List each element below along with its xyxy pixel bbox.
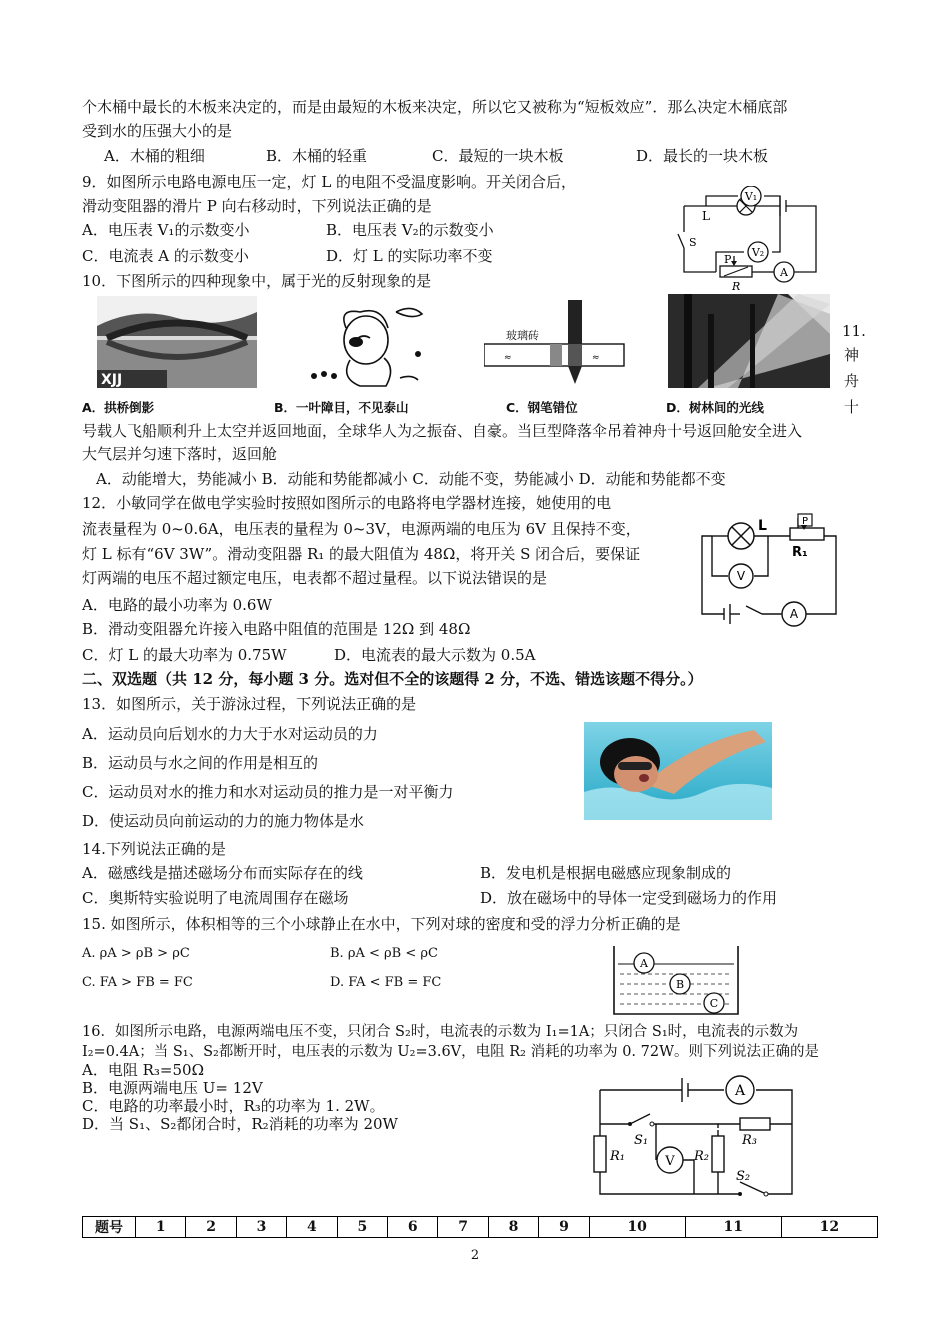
q14-option-d: D．放在磁场中的导体一定受到磁场力的作用 (480, 889, 778, 907)
q11-side-char-1: 神 (844, 346, 860, 364)
answer-cell-6: 6 (388, 1217, 438, 1238)
slider-label: P (802, 516, 809, 527)
ball-b-label: B (675, 978, 685, 991)
q10-image-c-pen (484, 298, 634, 388)
ammeter-label: A (734, 1083, 746, 1099)
q11-line2: 大气层并匀速下落时，返回舱 (82, 445, 278, 463)
q10-caption-b: B．一叶障目，不见泰山 (274, 400, 409, 415)
answer-cell-9: 9 (539, 1217, 589, 1238)
q15-stem: 15. 如图所示，体积相等的三个小球静止在水中，下列对球的密度和受的浮力分析正确的是 (82, 915, 681, 933)
answer-cell-5: 5 (337, 1217, 387, 1238)
q8-line2: 受到水的压强大小的是 (82, 122, 233, 140)
voltmeter-label: V (665, 1154, 675, 1169)
q8-line1: 个木桶中最长的木板来决定的，而是由最短的木板来决定，所以它又被称为“短板效应”．那么决定木桶底部 (82, 98, 788, 116)
q16-option-c: C．电路的功率最小时，R₃的功率为 1. 2W。 (82, 1097, 385, 1115)
answer-table-header: 题号 (83, 1217, 136, 1238)
q10-caption-c: C．钢笔错位 (506, 400, 578, 415)
q12-line1: 12．小敏同学在做电学实验时按照如图所示的电路将电学器材连接，她使用的电 (82, 494, 612, 512)
answer-cell-11: 11 (685, 1217, 781, 1238)
q9-option-b: B．电压表 V₂的示数变小 (326, 221, 494, 239)
rheostat-icon (790, 528, 824, 540)
q8-option-a: A．木桶的粗细 (104, 147, 205, 165)
ammeter-label: A (780, 266, 788, 279)
q13-option-a: A．运动员向后划水的力大于水对运动员的力 (82, 725, 378, 743)
q15-option-a: A. ρA > ρB > ρC (82, 946, 190, 961)
q15-beaker-diagram (612, 946, 740, 1016)
q12-option-b: B．滑动变阻器允许接入电路中阻值的范围是 12Ω 到 48Ω (82, 620, 471, 638)
svg-text:≈: ≈ (592, 353, 600, 363)
switch-label: S (689, 236, 697, 249)
q8-option-c: C．最短的一块木板 (432, 147, 564, 165)
q12-line3: 灯 L 标有“6V 3W”。滑动变阻器 R₁ 的最大阻值为 48Ω，将开关 S 闭合后，要保证 (82, 545, 641, 563)
q14-option-a: A．磁感线是描述磁场分布而实际存在的线 (82, 864, 363, 882)
q16-circuit-diagram (590, 1070, 800, 1198)
q13-option-d: D．使运动员向前运动的力的施力物体是水 (82, 812, 365, 830)
q12-option-a: A．电路的最小功率为 0.6W (82, 596, 272, 614)
q11-side-number: 11. (842, 322, 866, 340)
ball-c-label: C (709, 997, 719, 1010)
q12-line2: 流表量程为 0~0.6A，电压表的量程为 0~3V，电源两端的电压为 6V 且保持不变， (82, 520, 641, 538)
q12-line4: 灯两端的电压不超过额定电压，电表都不超过量程。以下说法错误的是 (82, 569, 548, 587)
q16-option-b: B．电源两端电压 U= 12V (82, 1079, 263, 1097)
q9-option-c: C．电流表 A 的示数变小 (82, 247, 249, 265)
q12-option-d: D．电流表的最大示数为 0.5A (334, 646, 536, 664)
ammeter-label: A (789, 607, 799, 621)
q10-image-a-bridge (97, 296, 257, 388)
answer-cell-3: 3 (236, 1217, 286, 1238)
q13-option-c: C．运动员对水的推力和水对运动员的推力是一对平衡力 (82, 783, 454, 801)
v1-label: V₁ (744, 190, 758, 203)
q8-option-d: D．最长的一块木板 (636, 147, 769, 165)
q16-option-a: A．电阻 R₃=50Ω (82, 1061, 204, 1079)
q13-stem: 13．如图所示，关于游泳过程，下列说法正确的是 (82, 695, 417, 713)
s2-label: S₂ (736, 1169, 751, 1184)
photo-watermark: XJJ (101, 372, 123, 388)
resistor-r2-icon (712, 1136, 724, 1172)
lamp-label: L (758, 518, 767, 534)
answer-cell-12: 12 (781, 1217, 877, 1238)
voltmeter-label: V (736, 569, 746, 583)
q16-line2: I₂=0.4A；当 S₁、S₂都断开时，电压表的示数为 U₂=3.6V，电阻 R₂ 消耗的功率为 0. 72W。则下列说法正确的是 (82, 1044, 819, 1060)
q14-stem: 14.下列说法正确的是 (82, 840, 226, 858)
q15-option-d: D. FA < FB = FC (330, 975, 442, 990)
answer-cell-7: 7 (438, 1217, 488, 1238)
q9-circuit-diagram (676, 186, 826, 292)
q15-option-c: C. FA > FB = FC (82, 975, 193, 990)
answer-cell-1: 1 (136, 1217, 186, 1238)
q11-options: A．动能增大，势能减小 B．动能和势能都减小 C．动能不变，势能减小 D．动能和势能都不变 (96, 470, 726, 488)
q10-image-d-forest (668, 294, 830, 388)
answer-table-header-row (83, 1217, 878, 1238)
q9-option-d: D．灯 L 的实际功率不变 (326, 247, 493, 265)
v2-label: V₂ (751, 246, 765, 259)
s1-label: S₁ (634, 1133, 649, 1148)
q16-option-d: D．当 S₁、S₂都闭合时，R₂消耗的功率为 20W (82, 1115, 398, 1133)
q15-option-b: B. ρA < ρB < ρC (330, 946, 438, 961)
q14-option-b: B．发电机是根据电磁感应现象制成的 (480, 864, 732, 882)
q8-option-b: B．木桶的轻重 (266, 147, 368, 165)
rheostat-label: R₁ (792, 545, 808, 560)
q10-stem: 10．下图所示的四种现象中，属于光的反射现象的是 (82, 272, 432, 290)
answer-cell-4: 4 (287, 1217, 337, 1238)
r1-label: R₁ (610, 1149, 625, 1164)
r2-label: R₂ (694, 1149, 709, 1164)
q9-option-a: A．电压表 V₁的示数变小 (82, 221, 250, 239)
q14-option-c: C．奥斯特实验说明了电流周围存在磁场 (82, 889, 349, 907)
q10-caption-d: D．树林间的光线 (666, 400, 764, 415)
q16-line1: 16．如图所示电路，电源两端电压不变，只闭合 S₂时，电流表的示数为 I₁=1A；只闭合 S₁时，电流表的示数为 (82, 1024, 799, 1040)
resistor-r1-icon (594, 1136, 606, 1172)
svg-text:≈: ≈ (504, 353, 512, 363)
q12-option-c: C．灯 L 的最大功率为 0.75W (82, 646, 287, 664)
q11-side-char-3: 十 (844, 398, 860, 416)
q10-image-b-leaf (300, 298, 450, 390)
answer-cell-8: 8 (488, 1217, 538, 1238)
page-number: 2 (470, 1248, 480, 1263)
r3-label: R₃ (742, 1133, 757, 1148)
q13-option-b: B．运动员与水之间的作用是相互的 (82, 754, 319, 772)
q11-side-char-2: 舟 (844, 372, 860, 390)
q11-line1: 号载人飞船顺利升上太空并返回地面，全球华人为之振奋、自豪。当巨型降落伞吊着神舟十号返回舱安全进入 (82, 422, 803, 440)
lamp-label: L (702, 209, 710, 223)
rheostat-label: R (732, 280, 741, 292)
q10-caption-a: A．拱桥倒影 (82, 400, 155, 415)
ball-a-label: A (640, 957, 648, 970)
answer-table (82, 1216, 878, 1238)
q12-circuit-diagram (698, 512, 848, 632)
section2-heading: 二、双选题（共 12 分，每小题 3 分。选对但不全的该题得 2 分，不选、错选该题不得分。） (82, 670, 703, 688)
answer-cell-2: 2 (186, 1217, 236, 1238)
slider-label: P (724, 253, 732, 266)
glass-brick-label: 玻璃砖 (506, 329, 539, 342)
q9-line1: 9．如图所示电路电源电压一定，灯 L 的电阻不受温度影响。开关闭合后， (82, 173, 577, 191)
answer-cell-10: 10 (589, 1217, 685, 1238)
q13-swimmer-photo (584, 722, 772, 820)
q9-line2: 滑动变阻器的滑片 P 向右移动时，下列说法正确的是 (82, 197, 432, 215)
resistor-r3-icon (740, 1118, 770, 1130)
